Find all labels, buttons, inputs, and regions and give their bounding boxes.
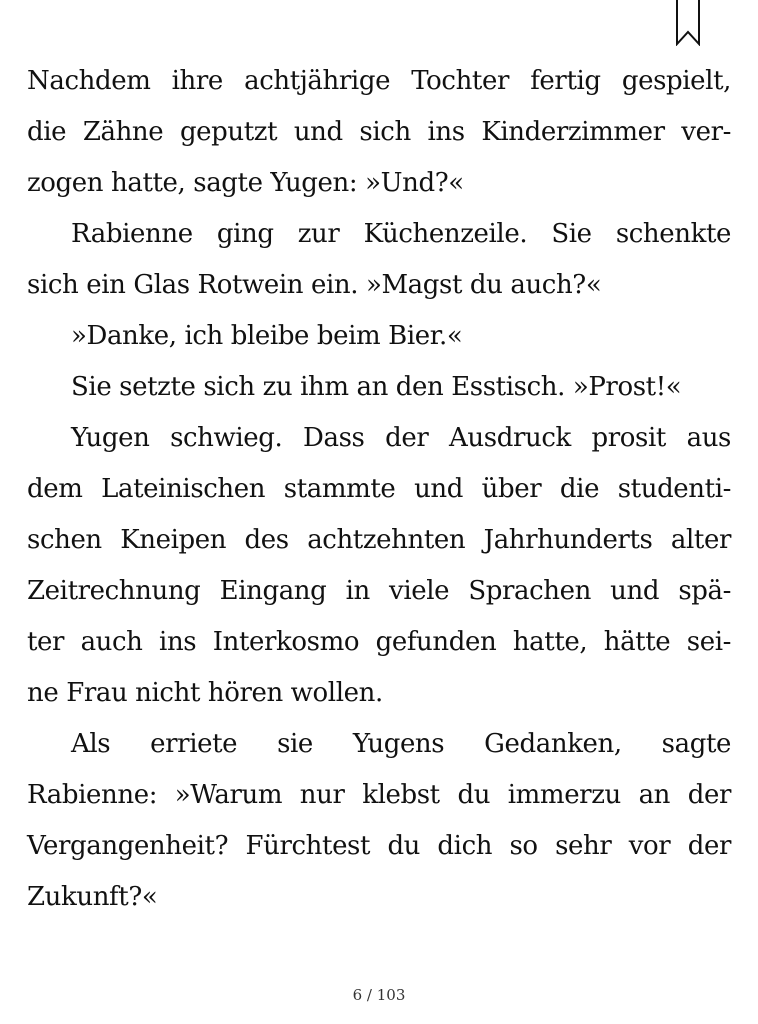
text-line: zogen hatte, sagte Yugen: »Und?«	[27, 168, 464, 198]
bookmark-icon[interactable]	[676, 0, 700, 46]
text-line: »Danke, ich bleibe beim Bier.«	[71, 321, 463, 351]
text-line: ne Frau nicht hören wollen.	[27, 678, 383, 708]
text-line: Zeitrechnung Eingang in viele Sprachen und spä-	[27, 576, 731, 606]
text-line: schen Kneipen des achtzehnten Jahrhunderts alter	[27, 525, 731, 555]
text-line: Rabienne ging zur Küchenzeile. Sie schenkte	[71, 219, 731, 249]
text-line: Vergangenheit? Fürchtest du dich so sehr vor der	[27, 831, 731, 861]
text-line: die Zähne geputzt und sich ins Kinderzimmer ver-	[27, 117, 731, 147]
text-line: dem Lateinischen stammte und über die studenti-	[27, 474, 731, 504]
page-counter: 6 / 103	[352, 986, 406, 1004]
text-line: ter auch ins Interkosmo gefunden hatte, hätte sei-	[27, 627, 731, 657]
text-line: Nachdem ihre achtjährige Tochter fertig gespielt,	[27, 66, 731, 96]
text-line: Yugen schwieg. Dass der Ausdruck prosit aus	[71, 423, 731, 453]
text-line: Als erriete sie Yugens Gedanken, sagte	[71, 729, 731, 759]
text-line: Zukunft?«	[27, 882, 158, 912]
page-text	[27, 56, 731, 923]
text-line: sich ein Glas Rotwein ein. »Magst du auch?«	[27, 270, 602, 300]
text-line: Rabienne: »Warum nur klebst du immerzu an der	[27, 780, 731, 810]
text-line: Sie setzte sich zu ihm an den Esstisch. »Prost!«	[71, 372, 682, 402]
